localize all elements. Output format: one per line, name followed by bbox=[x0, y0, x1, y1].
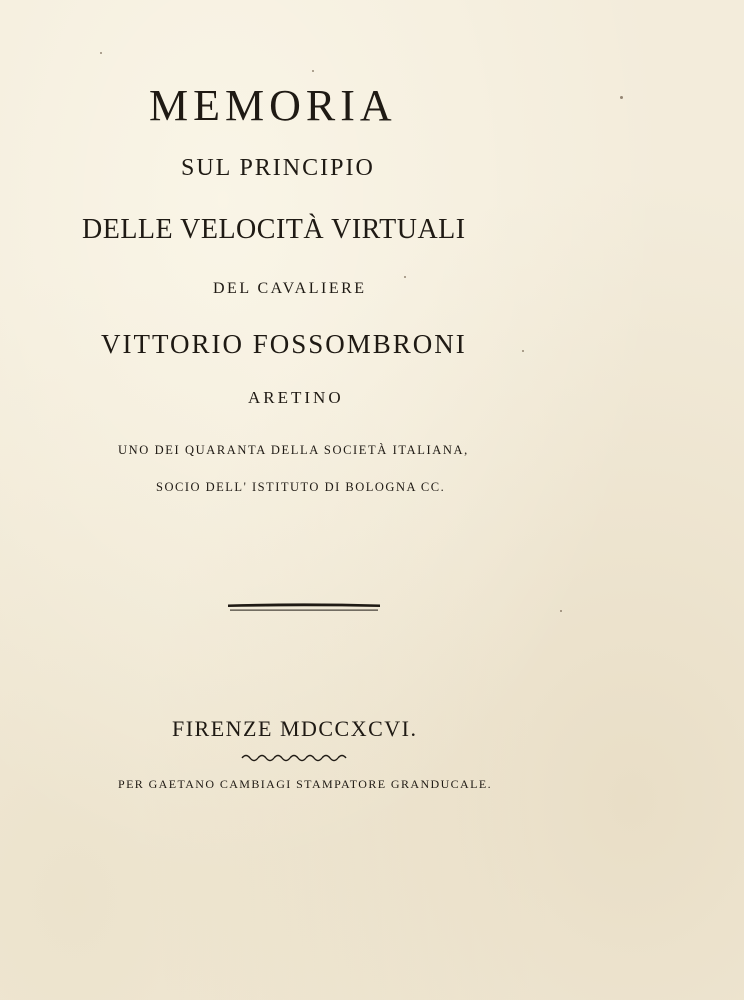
paper-foxing-speck bbox=[312, 70, 314, 72]
subtitle-line-2: DELLE VELOCITÀ VIRTUALI bbox=[82, 214, 466, 245]
imprint-city-year: FIRENZE MDCCXCVI. bbox=[172, 716, 418, 741]
printer-statement: PER GAETANO CAMBIAGI STAMPATORE GRANDUCALE. bbox=[118, 777, 492, 791]
author-name: VITTORIO FOSSOMBRONI bbox=[101, 329, 467, 359]
subtitle-line-3: DEL CAVALIERE bbox=[213, 280, 367, 297]
paper-foxing-speck bbox=[404, 276, 406, 278]
subtitle-line-1: SUL PRINCIPIO bbox=[181, 155, 375, 181]
printers-ornament-divider bbox=[240, 751, 350, 763]
author-credential-2: SOCIO DELL' ISTITUTO DI BOLOGNA CC. bbox=[156, 480, 446, 494]
paper-foxing-speck bbox=[620, 96, 623, 99]
paper-foxing-speck bbox=[100, 52, 102, 54]
author-origin: ARETINO bbox=[248, 388, 344, 407]
author-credential-1: UNO DEI QUARANTA DELLA SOCIETÀ ITALIANA, bbox=[118, 443, 469, 457]
book-title: MEMORIA bbox=[149, 81, 397, 130]
paper-foxing-speck bbox=[522, 350, 524, 352]
double-rule-divider bbox=[226, 601, 382, 613]
paper-foxing-speck bbox=[560, 610, 562, 612]
